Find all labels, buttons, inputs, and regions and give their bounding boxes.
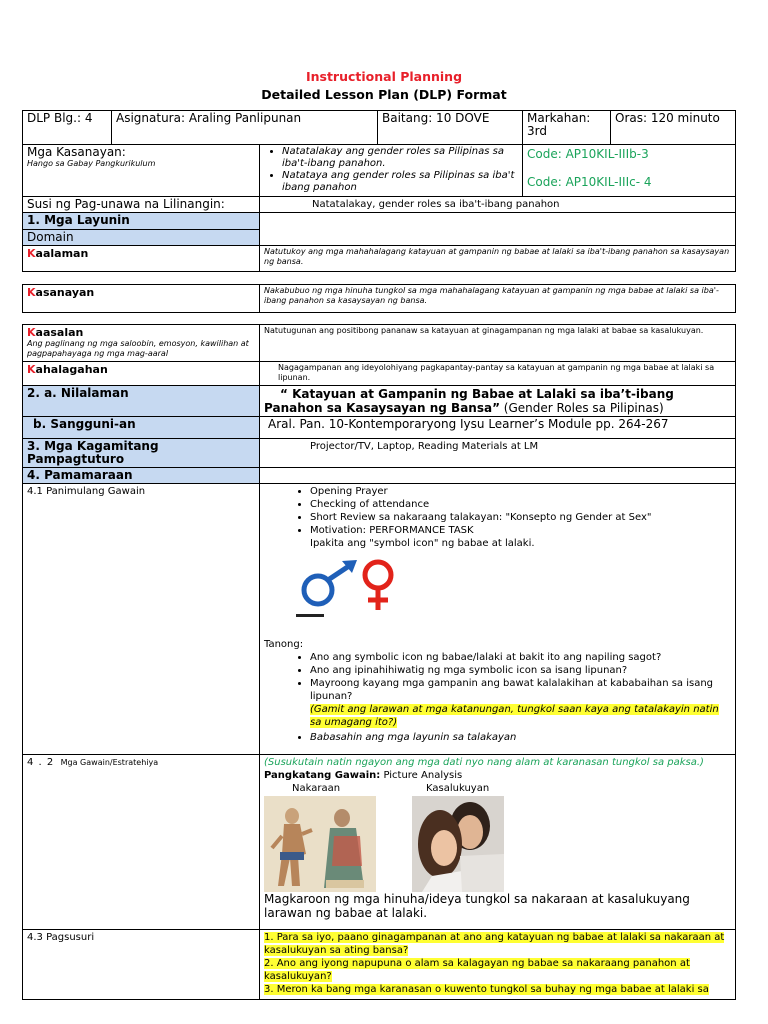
page-title: Instructional Planning bbox=[305, 69, 463, 84]
nilalaman-label: 2. a. Nilalaman bbox=[23, 386, 260, 417]
gawain-closing: Magkaroon ng mga hinuha/ideya tungkol sa nakaraan at kasalukuyang larawan ng babae at lalaki. bbox=[264, 892, 690, 920]
main-plan-table bbox=[22, 324, 736, 1000]
kaalaman-label: Kaalaman bbox=[23, 246, 260, 272]
kasanayan-item: • Natataya ang gender roles sa Pilipinas sa iba't ibang panahon bbox=[282, 170, 518, 194]
panimulang-gawain-content bbox=[260, 484, 736, 755]
question-item: • Ano ang symbolic icon ng babae/lalaki at bakit ito ang napiling sagot? bbox=[310, 651, 731, 664]
kasanayan-codes-cell bbox=[523, 145, 736, 197]
kaasalan-text: Natutugunan ang positibong pananaw sa katayuan at ginagampanan ng mga lalaki at babae sa kasalukuyan. bbox=[260, 325, 736, 362]
asignatura: Asignatura: Araling Panlipunan bbox=[112, 111, 378, 145]
kaasalan-cell: Kaasalan Ang paglinang ng mga saloobin, emosyon, kawilihan at pagpapahayaga ng mga mag-aaral bbox=[23, 325, 260, 362]
pamamaraan-label: 4. Pamamaraan bbox=[23, 468, 260, 484]
kasanayan-domain-label: Kasanayan bbox=[23, 285, 260, 313]
kaalaman-text: Natutukoy ang mga mahahalagang katayuan at gampanin ng babae at lalaki sa iba't-ibang panahon sa kasaysayan ng bansa. bbox=[260, 246, 736, 272]
kasanayan-item: • Natatalakay ang gender roles sa Pilipinas sa iba't-ibang panahon. bbox=[282, 146, 518, 170]
kasanayan-label: Mga Kasanayan: bbox=[27, 145, 126, 159]
kasanayan-items-cell bbox=[260, 145, 523, 197]
pagsusuri-item: 3. Meron ka bang mga karanasan o kuwento tungkol sa buhay ng mga babae at lalaki sa bbox=[264, 984, 709, 995]
question-item: • Ano ang ipinahihiwatig ng mga symbolic icon sa isang lipunan? bbox=[310, 664, 731, 677]
kasanayan-domain-table bbox=[22, 284, 736, 313]
kagamitan-text: Projector/TV, Laptop, Reading Materials at LM bbox=[260, 439, 736, 468]
nilalaman-text: “ Katayuan at Gampanin ng Babae at Lalaki sa iba’t-ibang Panahon sa Kasaysayan ng Bansa” (Gender Roles sa Pilipinas) bbox=[260, 386, 736, 417]
nakaraan-image bbox=[264, 796, 376, 892]
code-label: Code: AP10KIL-IIIc- 4 bbox=[527, 175, 652, 189]
list-item: • Short Review sa nakaraang talakayan: "Konsepto ng Gender at Sex" bbox=[310, 511, 731, 524]
oras: Oras: 120 minuto bbox=[611, 111, 736, 145]
pagsusuri-item: 1. Para sa iyo, paano ginagampanan at ano ang katayuan ng babae at lalaki sa nakaraan at kasalukuyan sa ating bansa? bbox=[264, 932, 725, 956]
highlight-note: (Gamit ang larawan at mga katanungan, tungkol saan kaya ang tatalakayin natin sa umagang ito?) bbox=[310, 704, 719, 728]
layunin-heading: 1. Mga Layunin bbox=[23, 213, 260, 230]
gawain-content bbox=[260, 755, 736, 930]
list-item: • Motivation: PERFORMANCE TASK bbox=[310, 524, 731, 537]
list-item: • Opening Prayer bbox=[310, 485, 731, 498]
markahan: Markahan: 3rd bbox=[523, 111, 611, 145]
kagamitan-label: 3. Mga Kagamitang Pampagtuturo bbox=[23, 439, 260, 468]
gawain-label: 4 . 2 Mga Gawain/Estratehiya bbox=[23, 755, 260, 930]
list-item: • Checking of attendance bbox=[310, 498, 731, 511]
code-label: Code: AP10KIL-IIIb-3 bbox=[527, 147, 649, 161]
kasanayan-sublabel: Hango sa Gabay Pangkurikulum bbox=[27, 159, 156, 168]
dlp-number: DLP Blg.: 4 bbox=[23, 111, 112, 145]
susi-label: Susi ng Pag-unawa na Lilinangin: bbox=[23, 197, 260, 213]
nakaraan-label: Nakaraan bbox=[292, 783, 341, 794]
kahalagahan-text: Nagagampanan ang ideyolohiyang pagkapantay-pantay sa katayuan at gampanin ng mga babae at lalaki sa lipunan. bbox=[260, 362, 736, 386]
kahalagahan-label: Kahalagahan bbox=[23, 362, 260, 386]
layunin-empty bbox=[260, 213, 736, 246]
kasanayan-domain-text: Nakabubuo ng mga hinuha tungkol sa mga mahahalagang katayuan at gampanin ng mga babae at lalaki sa iba'-ibang panahon sa kasaysayan ng bansa. bbox=[260, 285, 736, 313]
pagsusuri-label: 4.3 Pagsusuri bbox=[23, 930, 260, 1000]
gawain-note: (Susukutain natin ngayon ang mga dati nyo nang alam at karanasan tungkol sa paksa.) bbox=[264, 757, 704, 768]
question-item: • Mayroong kayang mga gampanin ang bawat kalalakihan at kababaihan sa isang lipunan? bbox=[310, 677, 731, 703]
motivation-sub: Ipakita ang "symbol icon" ng babae at lalaki. bbox=[310, 538, 535, 549]
female-symbol-icon bbox=[356, 558, 400, 616]
domain-label: Domain bbox=[23, 230, 260, 246]
kasalukuyan-image bbox=[412, 796, 504, 892]
pagsusuri-item: 2. Ano ang iyong napupuna o alam sa kalagayan ng babae sa nakaraang panahon at kasalukuyan? bbox=[264, 958, 690, 982]
pagsusuri-content bbox=[260, 930, 736, 1000]
panimulang-gawain-label: 4.1 Panimulang Gawain bbox=[23, 484, 260, 755]
pamamaraan-empty bbox=[260, 468, 736, 484]
list-item: • Babasahin ang mga layunin sa talakayan bbox=[310, 731, 731, 744]
baitang: Baitang: 10 DOVE bbox=[378, 111, 523, 145]
page-subtitle: Detailed Lesson Plan (DLP) Format bbox=[261, 87, 507, 102]
kaasalan-sub: Ang paglinang ng mga saloobin, emosyon, kawilihan at pagpapahayaga ng mga mag-aaral bbox=[27, 339, 249, 358]
kasanayan-table bbox=[22, 144, 736, 272]
sanggunian-text: Aral. Pan. 10-Kontemporaryong Iysu Learner’s Module pp. 264-267 bbox=[260, 417, 736, 439]
lesson-plan-header-table bbox=[22, 110, 736, 145]
sanggunian-label: b. Sangguni-an bbox=[23, 417, 260, 439]
tanong-label: Tanong: bbox=[264, 639, 304, 650]
watermark-bar bbox=[296, 614, 324, 617]
gender-symbols bbox=[294, 558, 414, 616]
kasalukuyan-label: Kasalukuyan bbox=[426, 783, 490, 794]
susi-value: Natatalakay, gender roles sa iba't-ibang panahon bbox=[260, 197, 736, 213]
kasanayan-label-cell bbox=[23, 145, 260, 197]
gawain-activity: Pangkatang Gawain: Picture Analysis bbox=[264, 770, 463, 781]
